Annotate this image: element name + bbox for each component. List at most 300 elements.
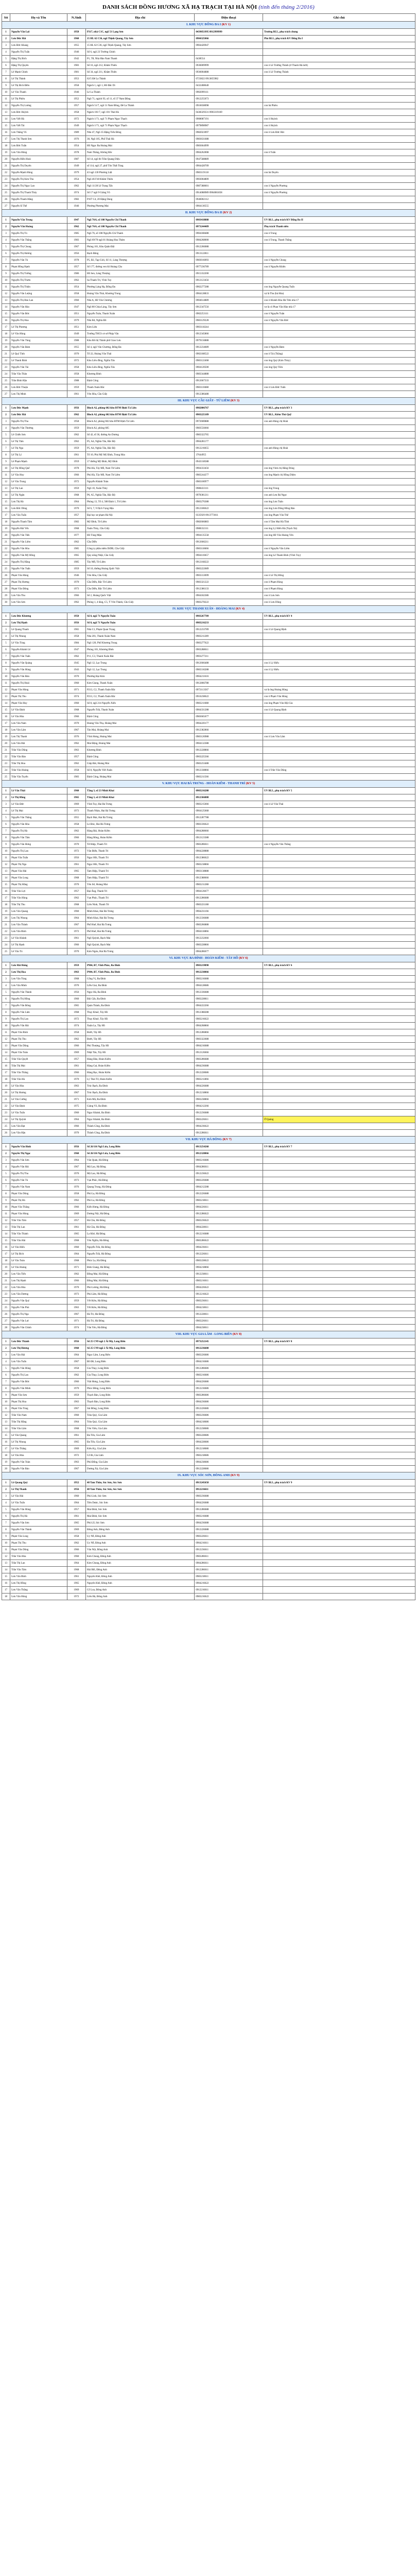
col-header-name: Họ và Tên	[10, 14, 67, 22]
cell-stt: 11	[2, 1405, 10, 1412]
cell-year: 1968	[67, 1009, 85, 1016]
cell-note	[263, 1264, 415, 1271]
table-row	[2, 1587, 415, 1594]
cell-stt: 16	[2, 1580, 10, 1587]
cell-name: Phạm Văn Sơn	[10, 1392, 67, 1399]
cell-note: con ô Lê Trường Thành	[263, 69, 415, 76]
cell-note	[263, 1500, 415, 1506]
cell-year: 1963	[67, 1304, 85, 1311]
cell-name: Lưu Thắng Vũ	[10, 129, 67, 136]
cell-note: con ông Mạnh chị Hồng Diệm	[263, 472, 415, 479]
cell-phone: 0904420947	[195, 42, 263, 49]
col-header-address: Địa chỉ	[86, 14, 195, 22]
cell-stt: 17	[2, 324, 10, 331]
cell-name: Lê Thị Lan	[10, 485, 67, 492]
header-row	[2, 14, 415, 22]
cell-year: 1943	[67, 667, 85, 673]
cell-stt: 16	[2, 714, 10, 720]
cell-note	[263, 1359, 415, 1365]
cell-year: 1972	[67, 1016, 85, 1023]
cell-year: 1983	[67, 62, 85, 69]
cell-stt: 13	[2, 868, 10, 875]
cell-stt: 26	[2, 384, 10, 391]
cell-year: 1970	[67, 505, 85, 512]
table-row	[2, 432, 415, 438]
cell-address: Tân Mai, Hoàng Mai	[86, 727, 195, 734]
cell-year: 1951	[67, 311, 85, 317]
cell-address: P5, A4, Nghĩa Tân, Bắc Độ	[86, 445, 195, 452]
cell-note: con ô Trần Văn Dũng	[263, 767, 415, 774]
cell-stt: 15	[2, 882, 10, 888]
cell-phone: 0983266888	[195, 922, 263, 928]
cell-address: Ngõ 76/6, số 108 Nguyễn Chí Thanh	[86, 224, 195, 230]
cell-note	[263, 835, 415, 841]
table-row	[2, 459, 415, 465]
cell-address: Uy Nỗ, Đông Anh	[86, 1533, 195, 1540]
cell-note	[263, 1177, 415, 1184]
cell-year: 1955	[67, 344, 85, 351]
cell-year: 1966	[67, 1204, 85, 1211]
cell-address: Kim Giang, Thanh Xuân	[86, 680, 195, 687]
cell-name: Lê Văn Toàn	[10, 1258, 67, 1264]
cell-year: 1978	[67, 257, 85, 264]
cell-note	[263, 432, 415, 438]
section-title	[2, 1331, 415, 1338]
cell-phone: 0912286688	[195, 1506, 263, 1513]
cell-address: Số 8, ngõ 71 Nguyễn Tuân	[86, 620, 195, 626]
cell-address: Lê La Thành	[86, 89, 195, 96]
cell-name: Lưu Thị Hạnh	[10, 620, 67, 626]
cell-stt: 20	[2, 740, 10, 747]
cell-note: con ông Hồ Văn Hoàng Yên	[263, 532, 415, 539]
cell-address: Yên Hòa, Cầu Giấy	[86, 572, 195, 579]
cell-stt: 15	[2, 1573, 10, 1580]
cell-name: Lưu Viết Hà	[10, 116, 67, 123]
table-row	[2, 1083, 415, 1090]
cell-name: Nguyễn Văn Nam	[10, 1184, 67, 1191]
cell-year: 1976	[67, 136, 85, 143]
cell-stt: 6	[2, 62, 10, 69]
cell-name: Lê Văn Hòa	[10, 714, 67, 720]
cell-name: Đặng Thị Quyên	[10, 62, 67, 69]
cell-phone: 0903267789	[195, 613, 263, 620]
table-row	[2, 1009, 415, 1016]
table-row	[2, 324, 415, 331]
cell-stt: 11	[2, 855, 10, 861]
cell-stt: 5	[2, 1506, 10, 1513]
cell-address: Phố Huế, Hai Bà Trưng	[86, 922, 195, 928]
cell-stt: 25	[2, 378, 10, 384]
cell-stt: 13	[2, 1560, 10, 1567]
cell-address: Phường Phương Mai	[86, 203, 195, 210]
cell-note	[263, 1459, 415, 1466]
cell-phone: 0904216686	[195, 1359, 263, 1365]
cell-name: Nguyễn Văn Quý	[10, 1298, 67, 1304]
table-row	[2, 1291, 415, 1298]
cell-note: con ô Nguyễn Chung	[263, 257, 415, 264]
table-row	[2, 660, 415, 667]
cell-name: Trần Văn Tâm	[10, 1217, 67, 1224]
table-row	[2, 767, 415, 774]
cell-address: 15 HL 62 C36, ngõ Thịnh Quang, Tây Sơn	[86, 42, 195, 49]
cell-note	[263, 1466, 415, 1472]
cell-name: Lê Quý Tính	[10, 351, 67, 358]
cell-address: Vĩnh Tuy, Hai Bà Trưng	[86, 801, 195, 808]
table-row	[2, 613, 415, 620]
cell-name: Nguyễn Văn Thành	[10, 989, 67, 996]
table-row	[2, 1432, 415, 1439]
table-row	[2, 1452, 415, 1459]
cell-address: Kim Ngưu, Hai Bà Trưng	[86, 948, 195, 955]
table-row	[2, 129, 415, 136]
cell-note	[263, 1520, 415, 1527]
table-row	[2, 1110, 415, 1116]
table-row	[2, 1036, 415, 1043]
section-label: IV. KHU VỰC THANH XUÂN - HOÀNG MAI	[172, 607, 235, 611]
cell-address: Tiên Dược, Sóc Sơn	[86, 1500, 195, 1506]
cell-year: 1969	[67, 1527, 85, 1533]
cell-address: Số 34, ngõ 211, Khâm Thiên	[86, 69, 195, 76]
cell-phone: 0983216688	[195, 1513, 263, 1520]
cell-year: 1970	[67, 841, 85, 848]
cell-address: Phú Thượng, Tây Hồ	[86, 1043, 195, 1049]
cell-note	[263, 89, 415, 96]
cell-address: Số 16, ngõ 212, Khâm Thiên	[86, 62, 195, 69]
cell-year: 1965	[67, 1580, 85, 1587]
cell-phone: 0904286611	[195, 1560, 263, 1567]
cell-phone: 0904228611	[195, 1224, 263, 1231]
section-region: (KV 8)	[232, 1333, 242, 1336]
cell-phone: 0904216688	[195, 1043, 263, 1049]
cell-address: 17 đường Mỹ Đình, Mỹ Đình	[86, 459, 195, 465]
cell-note	[263, 1513, 415, 1520]
table-row	[2, 1264, 415, 1271]
cell-year: 1985	[67, 546, 85, 552]
cell-stt: 12	[2, 1036, 10, 1043]
cell-name: Lê Thị Hồng	[10, 794, 67, 801]
cell-year: 1975	[67, 1103, 85, 1110]
cell-name: Nguyễn Thị Duyên	[10, 163, 67, 170]
cell-phone: 0983322765	[195, 432, 263, 438]
cell-stt: 25	[2, 1304, 10, 1311]
table-row	[2, 465, 415, 472]
table-row	[2, 1399, 415, 1405]
cell-address: Vạn Phúc, Hà Đông	[86, 1177, 195, 1184]
cell-stt: 10	[2, 848, 10, 855]
cell-stt: 10	[2, 1540, 10, 1547]
table-row	[2, 479, 415, 485]
table-row	[2, 472, 415, 479]
cell-stt: 9	[2, 270, 10, 277]
cell-address: Thụy Khuê, Tây Hồ	[86, 1009, 195, 1016]
table-row	[2, 667, 415, 673]
table-row	[2, 982, 415, 989]
cell-note	[263, 1016, 415, 1023]
cell-name: Lưu Văn Minh	[10, 982, 67, 989]
cell-note	[263, 76, 415, 82]
table-row	[2, 143, 415, 149]
cell-stt: 18	[2, 143, 10, 149]
cell-year: 1970	[67, 1171, 85, 1177]
table-row	[2, 1318, 415, 1325]
cell-address: Phường Đại Kim	[86, 673, 195, 680]
cell-name: Nguyễn Thị Tú	[10, 230, 67, 237]
cell-note: con ô Nguyễn Tuân	[263, 311, 415, 317]
cell-name: Phạm Thị Hương	[10, 579, 67, 586]
cell-name: Lưu Thị Hà	[10, 499, 67, 505]
cell-phone: 0912336688	[195, 915, 263, 922]
col-header-stt: Stt	[2, 14, 10, 22]
cell-address: Minh Khai, Hai Bà Trưng	[86, 915, 195, 922]
cell-stt: 2	[2, 36, 10, 42]
cell-note	[263, 1298, 415, 1304]
cell-year: 1947	[67, 304, 85, 311]
cell-name: Phạm Văn Hùng	[10, 572, 67, 579]
cell-note	[263, 747, 415, 754]
cell-address: Đa Tốn, Gia Lâm	[86, 1439, 195, 1446]
cell-year: 1960	[67, 788, 85, 794]
table-row	[2, 1090, 415, 1096]
cell-phone: 0983238866	[195, 1096, 263, 1103]
cell-stt: 1	[2, 1144, 10, 1150]
cell-phone: 0439051995 0912999999	[195, 29, 263, 36]
table-row	[2, 257, 415, 264]
cell-stt: 2	[2, 620, 10, 626]
cell-address: Ngõ 76, số 108 Nguyễn Chí Thanh	[86, 230, 195, 237]
cell-address: Ngõ 12, Lạc Trung	[86, 660, 195, 667]
cell-name: Nguyễn Thanh Tâm	[10, 519, 67, 526]
cell-address: Vân Nội, Đông Anh	[86, 1547, 195, 1553]
cell-phone: 0904226688	[195, 1500, 263, 1506]
cell-name: Nguyễn Văn Hòa	[10, 546, 67, 552]
cell-stt: 6	[2, 1372, 10, 1379]
cell-name: Nguyễn Văn Hải	[10, 1023, 67, 1029]
cell-address: Ngõ 80 Chùa Láng, Tây Sơn	[86, 304, 195, 311]
cell-note: con ô Nguyễn Đàm	[263, 344, 415, 351]
cell-year: 1968	[67, 707, 85, 714]
cell-name: Lưu Văn Tiến	[10, 1271, 67, 1278]
table-row	[2, 928, 415, 935]
cell-stt: 10	[2, 277, 10, 284]
table-row	[2, 304, 415, 311]
cell-phone: 0983226686	[195, 1352, 263, 1359]
cell-name: Nguyễn Văn Đàm	[10, 344, 67, 351]
cell-phone: 0912226688	[195, 1191, 263, 1197]
cell-stt: 21	[2, 1096, 10, 1103]
cell-year: 1959	[67, 384, 85, 391]
cell-address: Kim Chung, Đông Anh	[86, 1553, 195, 1560]
cell-address: Số 26/116 Ngõ Lửa, Long Biên	[86, 1144, 195, 1150]
cell-name: Nguyễn Thị Hồng	[10, 996, 67, 1003]
cell-note	[263, 680, 415, 687]
cell-address: Bạch Mai, Hai Bà Trưng	[86, 815, 195, 821]
cell-name: Lê Văn Hòa	[10, 1083, 67, 1090]
cell-address: Phú La, Hà Đông	[86, 1191, 195, 1197]
cell-note: con ô Nguyễn Văn Đức	[263, 317, 415, 324]
cell-name: Phạm Văn Dũng	[10, 1191, 67, 1197]
table-row	[2, 1231, 415, 1238]
cell-phone: 0904268866	[195, 1023, 263, 1029]
cell-stt: 5	[2, 640, 10, 647]
table-row	[2, 485, 415, 492]
cell-year: 1952	[67, 96, 85, 103]
cell-stt: 2	[2, 1150, 10, 1157]
cell-note: UV BLL, phụ trách KV 6	[263, 962, 415, 969]
cell-address: Nguyễn Khánh Toàn	[86, 479, 195, 485]
cell-phone: 0983316288	[195, 667, 263, 673]
cell-name: Trần Văn Hà	[10, 1076, 67, 1083]
cell-phone: 0912667333	[195, 378, 263, 384]
cell-phone: 0904226622	[195, 1284, 263, 1291]
cell-note	[263, 1560, 415, 1567]
cell-address: Phòng 101, Khu Quân Đội	[86, 244, 195, 250]
table-row	[2, 264, 415, 270]
cell-year: 1972	[67, 1594, 85, 1600]
cell-address: Thạch Bàn, Long Biên	[86, 1399, 195, 1405]
cell-year: 1960	[67, 1244, 85, 1251]
cell-address: Hà Trì, Hà Đông	[86, 1318, 195, 1325]
cell-year: 1966	[67, 1379, 85, 1385]
table-row	[2, 727, 415, 734]
table-row	[2, 1372, 415, 1379]
cell-note: vợ là ông Hoàng Hùng	[263, 687, 415, 693]
cell-address: Ngõ 120, Phố Khương Trung	[86, 640, 195, 647]
cell-year: 1966	[67, 1123, 85, 1130]
cell-note	[263, 673, 415, 680]
cell-year: 1974	[67, 1023, 85, 1029]
cell-stt: 5	[2, 1365, 10, 1372]
table-row	[2, 1439, 415, 1446]
cell-year: 1962	[67, 183, 85, 190]
table-row	[2, 1547, 415, 1553]
cell-address: 15 HL 62 C36, ngõ Thịnh Quang, Tây Sơn	[86, 36, 195, 42]
cell-stt: 15	[2, 123, 10, 129]
cell-year: 1968	[67, 976, 85, 982]
table-row	[2, 714, 415, 720]
cell-address: Ngách 1/71, ngõ 71 Phạm Ngọc Thạch	[86, 123, 195, 129]
cell-year: 1964	[67, 1157, 85, 1164]
cell-address: Kim Liên	[86, 324, 195, 331]
cell-phone: 0904614889	[195, 297, 263, 304]
cell-year: 1970	[67, 948, 85, 955]
cell-year: 1957	[67, 1056, 85, 1063]
cell-phone: 0912286866	[195, 1029, 263, 1036]
cell-note	[263, 42, 415, 49]
cell-phone: 0912345866	[195, 331, 263, 337]
table-row	[2, 592, 415, 599]
cell-note: UV BLL, phụ trách KV 5	[263, 788, 415, 794]
cell-stt: 17	[2, 512, 10, 519]
cell-stt: 5	[2, 56, 10, 62]
cell-name: Nguyễn Văn Chính	[10, 1325, 67, 1331]
cell-note: vợ là cô Phan Văn Hào nhà 17	[263, 304, 415, 311]
cell-name: Trần Văn Tuyển	[10, 774, 67, 781]
cell-stt: 29	[2, 592, 10, 599]
cell-stt: 16	[2, 505, 10, 512]
table-row	[2, 855, 415, 861]
cell-address: Nhà 201, Thanh Xuân Nam	[86, 633, 195, 640]
cell-phone: 0912666211	[195, 539, 263, 546]
cell-phone: 0983211289	[195, 633, 263, 640]
cell-name: Lưu Văn Tuấn	[10, 512, 67, 519]
table-row	[2, 1238, 415, 1244]
cell-year: 1970	[67, 351, 85, 358]
cell-note	[263, 1197, 415, 1204]
cell-phone: 0912382866	[195, 727, 263, 734]
cell-phone: 0912286611	[195, 1130, 263, 1137]
cell-note	[263, 244, 415, 250]
cell-name: Nguyễn Văn Hùng	[10, 1365, 67, 1372]
table-row	[2, 1325, 415, 1331]
cell-stt: 11	[2, 472, 10, 479]
cell-note	[263, 1385, 415, 1392]
cell-year: 1956	[67, 1144, 85, 1150]
cell-stt: 10	[2, 89, 10, 96]
cell-phone: 0983211566	[195, 774, 263, 781]
cell-stt: 14	[2, 875, 10, 882]
table-row	[2, 1520, 415, 1527]
cell-address: Phú Hà, Tây Mỗ, Nam Từ Liêm	[86, 465, 195, 472]
table-row	[2, 69, 415, 76]
cell-note	[263, 996, 415, 1003]
cell-note	[263, 324, 415, 331]
cell-name: Nguyễn Thị Tường	[10, 270, 67, 277]
cell-address: Dương Nội, Hà Đông	[86, 1211, 195, 1217]
table-row	[2, 559, 415, 566]
cell-stt: 23	[2, 935, 10, 942]
cell-name: Lưu Viết Tài	[10, 123, 67, 129]
cell-phone: 0912286688	[195, 895, 263, 902]
cell-stt: 7	[2, 653, 10, 660]
cell-note: con anh Hùng chị Hoài	[263, 418, 415, 425]
cell-phone: 0972600888	[195, 418, 263, 425]
cell-stt: 4	[2, 633, 10, 640]
cell-year: 1964	[67, 1116, 85, 1123]
cell-stt: 3	[2, 1157, 10, 1164]
cell-stt: 24	[2, 559, 10, 566]
table-row	[2, 237, 415, 244]
cell-name: Lưu Văn Hậu	[10, 1130, 67, 1137]
cell-note: con ô Lý Hiếu	[263, 660, 415, 667]
cell-stt: 7	[2, 1184, 10, 1191]
cell-stt: 16	[2, 317, 10, 324]
cell-stt: 25	[2, 1123, 10, 1130]
cell-year: 1952	[67, 1480, 85, 1486]
table-row	[2, 391, 415, 398]
cell-year: 1960	[67, 1412, 85, 1419]
cell-stt: 30	[2, 599, 10, 606]
cell-stt: 4	[2, 982, 10, 989]
table-row	[2, 969, 415, 976]
cell-note	[263, 1580, 415, 1587]
cell-name: Lê Thị Hương	[10, 1090, 67, 1096]
table-row	[2, 948, 415, 955]
cell-phone: 37644955	[195, 452, 263, 459]
cell-name: Trần Thị Thu	[10, 902, 67, 908]
table-row	[2, 116, 415, 123]
cell-address: Gia Thụy, Long Biên	[86, 1372, 195, 1379]
cell-address: Biên Giang, Hà Đông	[86, 1264, 195, 1271]
cell-phone: 0915332200	[195, 270, 263, 277]
cell-stt: 22	[2, 754, 10, 760]
table-row	[2, 378, 415, 384]
table-row	[2, 1553, 415, 1560]
cell-note: con ô Lê Trường Thành (ở Thanh Hà mới)	[263, 62, 415, 69]
cell-year: 1955	[67, 42, 85, 49]
cell-note: vợ là Thu (bà Hòa)	[263, 291, 415, 297]
table-row	[2, 976, 415, 982]
cell-name: Nguyễn Văn Thắng	[10, 815, 67, 821]
